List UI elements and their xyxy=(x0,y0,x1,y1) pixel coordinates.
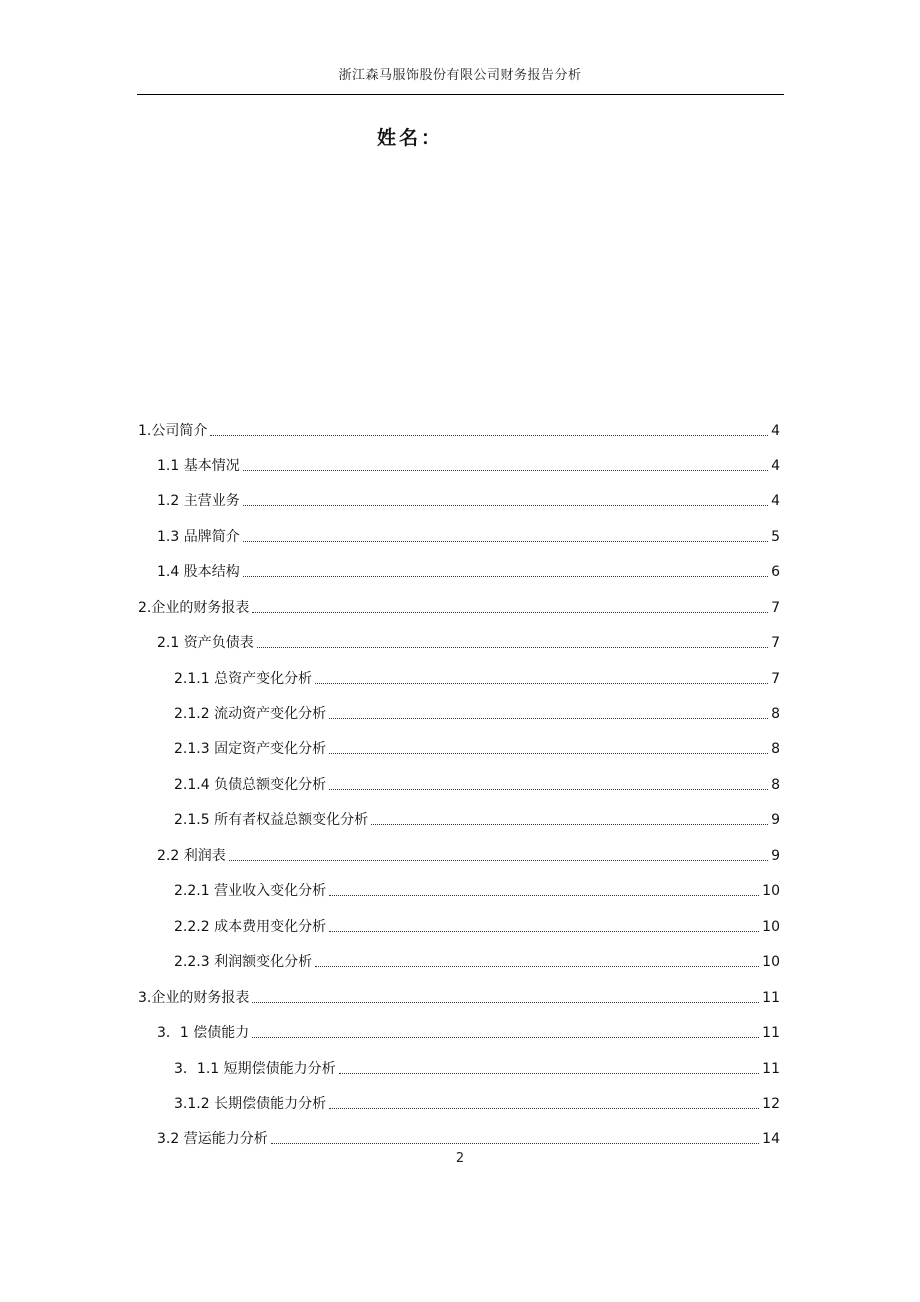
toc-entry[interactable] xyxy=(174,1057,780,1079)
toc-entry[interactable] xyxy=(157,454,780,476)
toc-dot-leader xyxy=(329,789,768,790)
toc-dot-leader xyxy=(257,647,768,648)
toc-page-number: 5 xyxy=(771,529,780,545)
toc-entry-label: 2.1 资产负债表 xyxy=(157,635,254,651)
toc-page-number: 4 xyxy=(771,493,780,509)
toc-entry[interactable] xyxy=(174,773,780,795)
toc-dot-leader xyxy=(252,1002,759,1003)
toc-dot-leader xyxy=(210,435,768,436)
toc-entry-label: 2.2.3 利润额变化分析 xyxy=(174,954,313,970)
toc-entry-label: 1.4 股本结构 xyxy=(157,564,240,580)
toc-entry[interactable] xyxy=(157,560,780,582)
toc-entry[interactable] xyxy=(138,986,780,1008)
toc-entry-label: 1.公司简介 xyxy=(138,423,208,439)
toc-dot-leader xyxy=(229,860,768,861)
toc-entry-label: 2.2.2 成本费用变化分析 xyxy=(174,919,327,935)
toc-entry-label: 2.1.4 负债总额变化分析 xyxy=(174,777,327,793)
toc-page-number: 7 xyxy=(771,671,780,687)
toc-page-number: 10 xyxy=(762,954,780,970)
toc-entry-label: 2.1.1 总资产变化分析 xyxy=(174,671,313,687)
toc-entry-label: 3.1.2 长期偿债能力分析 xyxy=(174,1096,327,1112)
toc-page-number: 12 xyxy=(762,1096,780,1112)
running-header: 浙江森马服饰股份有限公司财务报告分析 xyxy=(338,68,582,83)
toc-entry[interactable] xyxy=(157,1127,780,1149)
toc-dot-leader xyxy=(315,683,768,684)
toc-entry[interactable] xyxy=(138,596,780,618)
toc-page-number: 14 xyxy=(762,1131,780,1147)
toc-dot-leader xyxy=(371,824,768,825)
toc-entry-label: 3．1 偿债能力 xyxy=(157,1025,250,1041)
toc-entry[interactable] xyxy=(174,915,780,937)
toc-entry[interactable] xyxy=(157,525,780,547)
name-field-label: 姓名： xyxy=(377,127,444,149)
toc-dot-leader xyxy=(329,931,759,932)
toc-page-number: 10 xyxy=(762,883,780,899)
toc-page-number: 9 xyxy=(771,812,780,828)
toc-entry[interactable] xyxy=(174,702,780,724)
toc-page-number: 8 xyxy=(771,741,780,757)
toc-entry[interactable] xyxy=(157,631,780,653)
toc-entry[interactable] xyxy=(174,879,780,901)
toc-dot-leader xyxy=(315,966,759,967)
toc-entry-label: 1.3 品牌简介 xyxy=(157,529,240,545)
toc-entry[interactable] xyxy=(174,667,780,689)
toc-dot-leader xyxy=(243,576,768,577)
toc-dot-leader xyxy=(271,1143,759,1144)
toc-entry[interactable] xyxy=(174,950,780,972)
toc-entry[interactable] xyxy=(157,844,780,866)
toc-entry-label: 2.1.2 流动资产变化分析 xyxy=(174,706,327,722)
toc-entry-label: 2.1.3 固定资产变化分析 xyxy=(174,741,327,757)
toc-entry-label: 2.1.5 所有者权益总额变化分析 xyxy=(174,812,369,828)
page-number: 2 xyxy=(455,1151,465,1166)
toc-entry-label: 2.2.1 营业收入变化分析 xyxy=(174,883,327,899)
toc-dot-leader xyxy=(252,612,768,613)
toc-page-number: 4 xyxy=(771,423,780,439)
toc-dot-leader xyxy=(339,1073,760,1074)
toc-page-number: 11 xyxy=(762,1025,780,1041)
toc-dot-leader xyxy=(329,1108,759,1109)
toc-entry[interactable] xyxy=(138,419,780,441)
toc-entry[interactable] xyxy=(174,808,780,830)
toc-dot-leader xyxy=(329,718,768,719)
toc-dot-leader xyxy=(252,1037,759,1038)
toc-dot-leader xyxy=(243,541,768,542)
toc-page-number: 8 xyxy=(771,777,780,793)
toc-entry-label: 3.企业的财务报表 xyxy=(138,990,250,1006)
toc-page-number: 7 xyxy=(771,635,780,651)
toc-entry-label: 3．1.1 短期偿债能力分析 xyxy=(174,1061,336,1077)
toc-entry-label: 1.1 基本情况 xyxy=(157,458,240,474)
toc-entry[interactable] xyxy=(174,737,780,759)
toc-page-number: 4 xyxy=(771,458,780,474)
toc-page-number: 11 xyxy=(762,990,780,1006)
toc-entry-label: 1.2 主营业务 xyxy=(157,493,240,509)
toc-entry-label: 2.企业的财务报表 xyxy=(138,600,250,616)
toc-page-number: 6 xyxy=(771,564,780,580)
toc-entry-label: 2.2 利润表 xyxy=(157,848,226,864)
toc-dot-leader xyxy=(243,505,768,506)
toc-entry[interactable] xyxy=(157,489,780,511)
toc-entry[interactable] xyxy=(174,1092,780,1114)
toc-entry[interactable] xyxy=(157,1021,780,1043)
toc-page-number: 10 xyxy=(762,919,780,935)
toc-page-number: 7 xyxy=(771,600,780,616)
toc-dot-leader xyxy=(329,895,759,896)
toc-dot-leader xyxy=(329,753,768,754)
toc-page-number: 8 xyxy=(771,706,780,722)
toc-page-number: 11 xyxy=(762,1061,780,1077)
toc-page-number: 9 xyxy=(771,848,780,864)
toc-dot-leader xyxy=(243,470,768,471)
toc-entry-label: 3.2 营运能力分析 xyxy=(157,1131,268,1147)
